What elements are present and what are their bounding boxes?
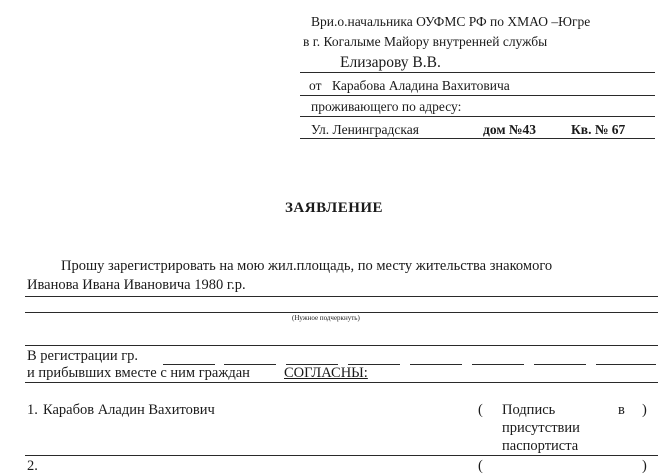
applicant-name: Карабова Аладина Вахитовича [332,78,510,93]
list-item-1-number: 1. [27,402,38,418]
underline-hint: (Нужное подчеркнуть) [292,314,360,322]
agree-prefix: и прибывших вместе с ним граждан [27,365,250,381]
registration-blank-5 [410,364,462,365]
signature-label-3: присутствии [502,420,580,436]
address-underline [300,138,655,139]
signature-label-1: Подпись [502,402,556,418]
list-item-1-paren-open: ( [478,402,483,418]
list-item-2-paren-close: ) [642,458,647,474]
document-title: ЗАЯВЛЕНИЕ [285,200,384,216]
applicant-underline [300,95,655,96]
registration-prefix: В регистрации гр. [27,348,139,364]
list-item-1-underline [25,455,658,456]
request-line-1: Прошу зарегистрировать на мою жил.площадь, по месту жительства знакомого [61,258,553,274]
registration-blank-6 [472,364,524,365]
request-underline [25,296,658,297]
residing-label: проживающего по адресу: [311,99,462,114]
signature-label-2: в [618,402,625,418]
addressee-underline [300,72,655,73]
residing-underline [300,116,655,117]
street-address: Ул. Ленинградская [311,122,419,137]
signature-label-4: паспортиста [502,438,579,454]
registration-blank-7 [534,364,586,365]
from-prefix: от [309,78,322,93]
list-item-1-name: Карабов Аладин Вахитович [43,402,215,418]
addressee-name: Елизарову В.В. [340,54,441,71]
request-line-2: Иванова Ивана Ивановича 1980 г.р. [27,277,246,293]
blank-line [25,312,658,313]
house-number: дом №43 [483,122,536,137]
registration-blank-8 [596,364,656,365]
list-item-2-paren-open: ( [478,458,483,474]
apartment-number: Кв. № 67 [571,122,626,137]
list-item-2-number: 2. [27,458,38,474]
registration-top-line [25,345,658,346]
header-line-1: Ври.о.начальника ОУФМС РФ по ХМАО –Югре [311,14,591,29]
header-line-2: в г. Когалыме Майору внутренней службы [303,34,548,49]
agree-underline [25,382,658,383]
agree-word: СОГЛАСНЫ: [284,365,368,381]
list-item-1-paren-close: ) [642,402,647,418]
